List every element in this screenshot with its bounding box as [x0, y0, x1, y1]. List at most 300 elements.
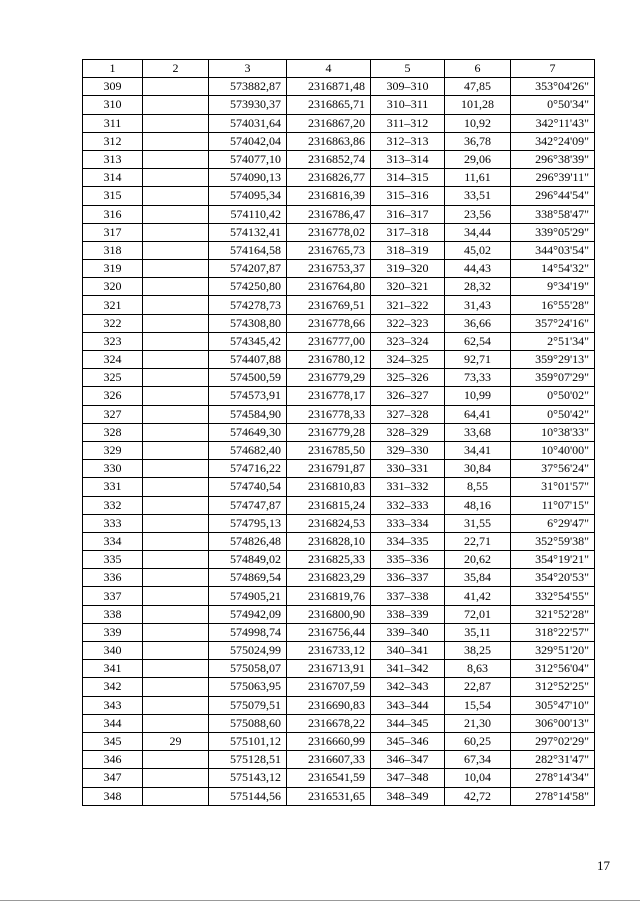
segment-cell: 335–336	[371, 551, 445, 569]
y-coordinate-cell: 2316819,76	[287, 587, 371, 605]
length-cell: 23,56	[445, 205, 511, 223]
segment-cell: 345–346	[371, 732, 445, 750]
table-row	[83, 387, 595, 405]
marker-cell	[143, 387, 209, 405]
point-number-cell: 328	[83, 423, 143, 441]
bearing-cell: 296°39'11"	[511, 169, 595, 187]
bearing-cell: 296°38'39"	[511, 150, 595, 168]
marker-cell	[143, 678, 209, 696]
bearing-cell: 354°19'21"	[511, 551, 595, 569]
y-coordinate-cell: 2316707,59	[287, 678, 371, 696]
bearing-cell: 9°34'19"	[511, 278, 595, 296]
point-number-cell: 312	[83, 132, 143, 150]
x-coordinate-cell: 575079,51	[209, 696, 287, 714]
point-number-cell: 332	[83, 496, 143, 514]
table-row	[83, 332, 595, 350]
x-coordinate-cell: 574998,74	[209, 623, 287, 641]
segment-cell: 336–337	[371, 569, 445, 587]
marker-cell	[143, 769, 209, 787]
bearing-cell: 306°00'13"	[511, 714, 595, 732]
bearing-cell: 332°54'55"	[511, 587, 595, 605]
table-row	[83, 132, 595, 150]
table-row	[83, 223, 595, 241]
length-cell: 11,61	[445, 169, 511, 187]
point-number-cell: 334	[83, 532, 143, 550]
segment-cell: 327–328	[371, 405, 445, 423]
marker-cell	[143, 696, 209, 714]
table-row	[83, 496, 595, 514]
segment-cell: 320–321	[371, 278, 445, 296]
length-cell: 101,28	[445, 96, 511, 114]
point-number-cell: 315	[83, 187, 143, 205]
y-coordinate-cell: 2316828,10	[287, 532, 371, 550]
table-row	[83, 351, 595, 369]
marker-cell	[143, 169, 209, 187]
y-coordinate-cell: 2316800,90	[287, 605, 371, 623]
marker-cell	[143, 787, 209, 805]
x-coordinate-cell: 574795,13	[209, 514, 287, 532]
y-coordinate-cell: 2316764,80	[287, 278, 371, 296]
point-number-cell: 324	[83, 351, 143, 369]
column-header: 3	[209, 60, 287, 78]
table-body	[83, 60, 595, 806]
point-number-cell: 325	[83, 369, 143, 387]
length-cell: 35,11	[445, 623, 511, 641]
x-coordinate-cell: 575101,12	[209, 732, 287, 750]
marker-cell	[143, 441, 209, 459]
length-cell: 34,44	[445, 223, 511, 241]
column-header: 7	[511, 60, 595, 78]
table-row	[83, 423, 595, 441]
length-cell: 15,54	[445, 696, 511, 714]
point-number-cell: 321	[83, 296, 143, 314]
marker-cell	[143, 478, 209, 496]
x-coordinate-cell: 575143,12	[209, 769, 287, 787]
segment-cell: 317–318	[371, 223, 445, 241]
table-row	[83, 587, 595, 605]
x-coordinate-cell: 575024,99	[209, 642, 287, 660]
length-cell: 20,62	[445, 551, 511, 569]
length-cell: 42,72	[445, 787, 511, 805]
x-coordinate-cell: 575063,95	[209, 678, 287, 696]
y-coordinate-cell: 2316865,71	[287, 96, 371, 114]
segment-cell: 341–342	[371, 660, 445, 678]
point-number-cell: 310	[83, 96, 143, 114]
table-row	[83, 278, 595, 296]
length-cell: 30,84	[445, 460, 511, 478]
x-coordinate-cell: 574031,64	[209, 114, 287, 132]
y-coordinate-cell: 2316778,02	[287, 223, 371, 241]
y-coordinate-cell: 2316753,37	[287, 260, 371, 278]
x-coordinate-cell: 574716,22	[209, 460, 287, 478]
bearing-cell: 339°05'29"	[511, 223, 595, 241]
x-coordinate-cell: 574942,09	[209, 605, 287, 623]
bearing-cell: 312°52'25"	[511, 678, 595, 696]
bearing-cell: 37°56'24"	[511, 460, 595, 478]
marker-cell	[143, 423, 209, 441]
bearing-cell: 0°50'42"	[511, 405, 595, 423]
y-coordinate-cell: 2316823,29	[287, 569, 371, 587]
y-coordinate-cell: 2316867,20	[287, 114, 371, 132]
marker-cell	[143, 605, 209, 623]
marker-cell	[143, 496, 209, 514]
segment-cell: 347–348	[371, 769, 445, 787]
y-coordinate-cell: 2316826,77	[287, 169, 371, 187]
bearing-cell: 354°20'53"	[511, 569, 595, 587]
x-coordinate-cell: 575058,07	[209, 660, 287, 678]
segment-cell: 339–340	[371, 623, 445, 641]
point-number-cell: 311	[83, 114, 143, 132]
table-row	[83, 551, 595, 569]
y-coordinate-cell: 2316660,99	[287, 732, 371, 750]
length-cell: 8,55	[445, 478, 511, 496]
point-number-cell: 340	[83, 642, 143, 660]
segment-cell: 309–310	[371, 78, 445, 96]
marker-cell	[143, 223, 209, 241]
point-number-cell: 345	[83, 732, 143, 750]
y-coordinate-cell: 2316825,33	[287, 551, 371, 569]
segment-cell: 337–338	[371, 587, 445, 605]
point-number-cell: 320	[83, 278, 143, 296]
length-cell: 10,92	[445, 114, 511, 132]
y-coordinate-cell: 2316607,33	[287, 751, 371, 769]
segment-cell: 314–315	[371, 169, 445, 187]
marker-cell	[143, 296, 209, 314]
x-coordinate-cell: 574345,42	[209, 332, 287, 350]
segment-cell: 313–314	[371, 150, 445, 168]
table-row	[83, 369, 595, 387]
bearing-cell: 353°04'26"	[511, 78, 595, 96]
y-coordinate-cell: 2316756,44	[287, 623, 371, 641]
table-row	[83, 441, 595, 459]
x-coordinate-cell: 574407,88	[209, 351, 287, 369]
y-coordinate-cell: 2316786,47	[287, 205, 371, 223]
page-bottom-divider	[0, 900, 640, 901]
table-row	[83, 150, 595, 168]
x-coordinate-cell: 574250,80	[209, 278, 287, 296]
bearing-cell: 2°51'34"	[511, 332, 595, 350]
marker-cell	[143, 351, 209, 369]
x-coordinate-cell: 573882,87	[209, 78, 287, 96]
bearing-cell: 278°14'58"	[511, 787, 595, 805]
table-row	[83, 478, 595, 496]
length-cell: 34,41	[445, 441, 511, 459]
y-coordinate-cell: 2316678,22	[287, 714, 371, 732]
length-cell: 38,25	[445, 642, 511, 660]
bearing-cell: 318°22'57"	[511, 623, 595, 641]
y-coordinate-cell: 2316852,74	[287, 150, 371, 168]
marker-cell	[143, 405, 209, 423]
coordinates-table	[82, 59, 595, 806]
y-coordinate-cell: 2316780,12	[287, 351, 371, 369]
table-row	[83, 569, 595, 587]
point-number-cell: 341	[83, 660, 143, 678]
segment-cell: 316–317	[371, 205, 445, 223]
table-row	[83, 751, 595, 769]
point-number-cell: 343	[83, 696, 143, 714]
marker-cell: 29	[143, 732, 209, 750]
table-row	[83, 714, 595, 732]
marker-cell	[143, 96, 209, 114]
point-number-cell: 338	[83, 605, 143, 623]
x-coordinate-cell: 575088,60	[209, 714, 287, 732]
segment-cell: 334–335	[371, 532, 445, 550]
point-number-cell: 330	[83, 460, 143, 478]
x-coordinate-cell: 574164,58	[209, 241, 287, 259]
table-row	[83, 732, 595, 750]
point-number-cell: 344	[83, 714, 143, 732]
point-number-cell: 322	[83, 314, 143, 332]
segment-cell: 331–332	[371, 478, 445, 496]
marker-cell	[143, 78, 209, 96]
x-coordinate-cell: 574308,80	[209, 314, 287, 332]
marker-cell	[143, 150, 209, 168]
table-row	[83, 205, 595, 223]
y-coordinate-cell: 2316778,66	[287, 314, 371, 332]
length-cell: 47,85	[445, 78, 511, 96]
x-coordinate-cell: 574077,10	[209, 150, 287, 168]
table-row	[83, 642, 595, 660]
marker-cell	[143, 241, 209, 259]
x-coordinate-cell: 575144,56	[209, 787, 287, 805]
marker-cell	[143, 314, 209, 332]
y-coordinate-cell: 2316815,24	[287, 496, 371, 514]
y-coordinate-cell: 2316779,29	[287, 369, 371, 387]
point-number-cell: 323	[83, 332, 143, 350]
point-number-cell: 318	[83, 241, 143, 259]
x-coordinate-cell: 574740,54	[209, 478, 287, 496]
segment-cell: 310–311	[371, 96, 445, 114]
x-coordinate-cell: 574042,04	[209, 132, 287, 150]
bearing-cell: 0°50'34"	[511, 96, 595, 114]
marker-cell	[143, 551, 209, 569]
segment-cell: 323–324	[371, 332, 445, 350]
x-coordinate-cell: 574682,40	[209, 441, 287, 459]
point-number-cell: 314	[83, 169, 143, 187]
point-number-cell: 316	[83, 205, 143, 223]
bearing-cell: 359°29'13"	[511, 351, 595, 369]
segment-cell: 326–327	[371, 387, 445, 405]
table-row	[83, 787, 595, 805]
x-coordinate-cell: 574849,02	[209, 551, 287, 569]
table-row	[83, 696, 595, 714]
y-coordinate-cell: 2316779,28	[287, 423, 371, 441]
x-coordinate-cell: 574649,30	[209, 423, 287, 441]
point-number-cell: 335	[83, 551, 143, 569]
length-cell: 22,87	[445, 678, 511, 696]
marker-cell	[143, 514, 209, 532]
point-number-cell: 348	[83, 787, 143, 805]
segment-cell: 346–347	[371, 751, 445, 769]
marker-cell	[143, 132, 209, 150]
marker-cell	[143, 532, 209, 550]
segment-cell: 330–331	[371, 460, 445, 478]
x-coordinate-cell: 573930,37	[209, 96, 287, 114]
length-cell: 60,25	[445, 732, 511, 750]
table-row	[83, 605, 595, 623]
segment-cell: 333–334	[371, 514, 445, 532]
column-header: 6	[445, 60, 511, 78]
segment-cell: 328–329	[371, 423, 445, 441]
point-number-cell: 327	[83, 405, 143, 423]
y-coordinate-cell: 2316531,65	[287, 787, 371, 805]
segment-cell: 340–341	[371, 642, 445, 660]
length-cell: 92,71	[445, 351, 511, 369]
segment-cell: 319–320	[371, 260, 445, 278]
length-cell: 31,43	[445, 296, 511, 314]
segment-cell: 338–339	[371, 605, 445, 623]
point-number-cell: 326	[83, 387, 143, 405]
length-cell: 35,84	[445, 569, 511, 587]
length-cell: 29,06	[445, 150, 511, 168]
marker-cell	[143, 714, 209, 732]
segment-cell: 344–345	[371, 714, 445, 732]
bearing-cell: 305°47'10"	[511, 696, 595, 714]
segment-cell: 342–343	[371, 678, 445, 696]
segment-cell: 329–330	[371, 441, 445, 459]
table-row	[83, 769, 595, 787]
segment-cell: 322–323	[371, 314, 445, 332]
x-coordinate-cell: 574869,54	[209, 569, 287, 587]
table-row	[83, 96, 595, 114]
length-cell: 62,54	[445, 332, 511, 350]
bearing-cell: 312°56'04"	[511, 660, 595, 678]
point-number-cell: 329	[83, 441, 143, 459]
marker-cell	[143, 332, 209, 350]
bearing-cell: 338°58'47"	[511, 205, 595, 223]
x-coordinate-cell: 574584,90	[209, 405, 287, 423]
marker-cell	[143, 660, 209, 678]
table-row	[83, 114, 595, 132]
length-cell: 21,30	[445, 714, 511, 732]
segment-cell: 312–313	[371, 132, 445, 150]
x-coordinate-cell: 575128,51	[209, 751, 287, 769]
bearing-cell: 278°14'34"	[511, 769, 595, 787]
column-header: 4	[287, 60, 371, 78]
point-number-cell: 331	[83, 478, 143, 496]
table-header-row	[83, 60, 595, 78]
y-coordinate-cell: 2316791,87	[287, 460, 371, 478]
x-coordinate-cell: 574826,48	[209, 532, 287, 550]
bearing-cell: 357°24'16"	[511, 314, 595, 332]
marker-cell	[143, 114, 209, 132]
marker-cell	[143, 460, 209, 478]
point-number-cell: 336	[83, 569, 143, 587]
y-coordinate-cell: 2316871,48	[287, 78, 371, 96]
marker-cell	[143, 187, 209, 205]
bearing-cell: 10°38'33"	[511, 423, 595, 441]
point-number-cell: 313	[83, 150, 143, 168]
point-number-cell: 319	[83, 260, 143, 278]
x-coordinate-cell: 574278,73	[209, 296, 287, 314]
segment-cell: 318–319	[371, 241, 445, 259]
bearing-cell: 31°01'57"	[511, 478, 595, 496]
table-row	[83, 314, 595, 332]
segment-cell: 332–333	[371, 496, 445, 514]
length-cell: 73,33	[445, 369, 511, 387]
marker-cell	[143, 587, 209, 605]
length-cell: 28,32	[445, 278, 511, 296]
marker-cell	[143, 623, 209, 641]
x-coordinate-cell: 574090,13	[209, 169, 287, 187]
y-coordinate-cell: 2316765,73	[287, 241, 371, 259]
segment-cell: 325–326	[371, 369, 445, 387]
marker-cell	[143, 278, 209, 296]
bearing-cell: 342°11'43"	[511, 114, 595, 132]
x-coordinate-cell: 574095,34	[209, 187, 287, 205]
point-number-cell: 309	[83, 78, 143, 96]
length-cell: 41,42	[445, 587, 511, 605]
table-row	[83, 260, 595, 278]
table-row	[83, 169, 595, 187]
segment-cell: 324–325	[371, 351, 445, 369]
segment-cell: 343–344	[371, 696, 445, 714]
bearing-cell: 329°51'20"	[511, 642, 595, 660]
y-coordinate-cell: 2316713,91	[287, 660, 371, 678]
point-number-cell: 317	[83, 223, 143, 241]
y-coordinate-cell: 2316785,50	[287, 441, 371, 459]
x-coordinate-cell: 574500,59	[209, 369, 287, 387]
table-row	[83, 296, 595, 314]
bearing-cell: 344°03'54"	[511, 241, 595, 259]
table-row	[83, 187, 595, 205]
point-number-cell: 337	[83, 587, 143, 605]
marker-cell	[143, 751, 209, 769]
bearing-cell: 342°24'09"	[511, 132, 595, 150]
table-row	[83, 460, 595, 478]
bearing-cell: 0°50'02"	[511, 387, 595, 405]
column-header: 5	[371, 60, 445, 78]
x-coordinate-cell: 574905,21	[209, 587, 287, 605]
length-cell: 10,04	[445, 769, 511, 787]
bearing-cell: 282°31'47"	[511, 751, 595, 769]
marker-cell	[143, 569, 209, 587]
length-cell: 48,16	[445, 496, 511, 514]
length-cell: 36,78	[445, 132, 511, 150]
length-cell: 67,34	[445, 751, 511, 769]
y-coordinate-cell: 2316541,59	[287, 769, 371, 787]
bearing-cell: 296°44'54"	[511, 187, 595, 205]
marker-cell	[143, 260, 209, 278]
table-row	[83, 623, 595, 641]
segment-cell: 315–316	[371, 187, 445, 205]
length-cell: 33,51	[445, 187, 511, 205]
length-cell: 44,43	[445, 260, 511, 278]
marker-cell	[143, 205, 209, 223]
marker-cell	[143, 369, 209, 387]
length-cell: 10,99	[445, 387, 511, 405]
column-header: 1	[83, 60, 143, 78]
bearing-cell: 321°52'28"	[511, 605, 595, 623]
x-coordinate-cell: 574573,91	[209, 387, 287, 405]
segment-cell: 348–349	[371, 787, 445, 805]
length-cell: 45,02	[445, 241, 511, 259]
marker-cell	[143, 642, 209, 660]
y-coordinate-cell: 2316816,39	[287, 187, 371, 205]
table-row	[83, 660, 595, 678]
table-row	[83, 514, 595, 532]
x-coordinate-cell: 574207,87	[209, 260, 287, 278]
page-number: 17	[597, 858, 610, 873]
y-coordinate-cell: 2316824,53	[287, 514, 371, 532]
x-coordinate-cell: 574132,41	[209, 223, 287, 241]
length-cell: 22,71	[445, 532, 511, 550]
y-coordinate-cell: 2316778,33	[287, 405, 371, 423]
length-cell: 72,01	[445, 605, 511, 623]
point-number-cell: 342	[83, 678, 143, 696]
point-number-cell: 339	[83, 623, 143, 641]
point-number-cell: 333	[83, 514, 143, 532]
